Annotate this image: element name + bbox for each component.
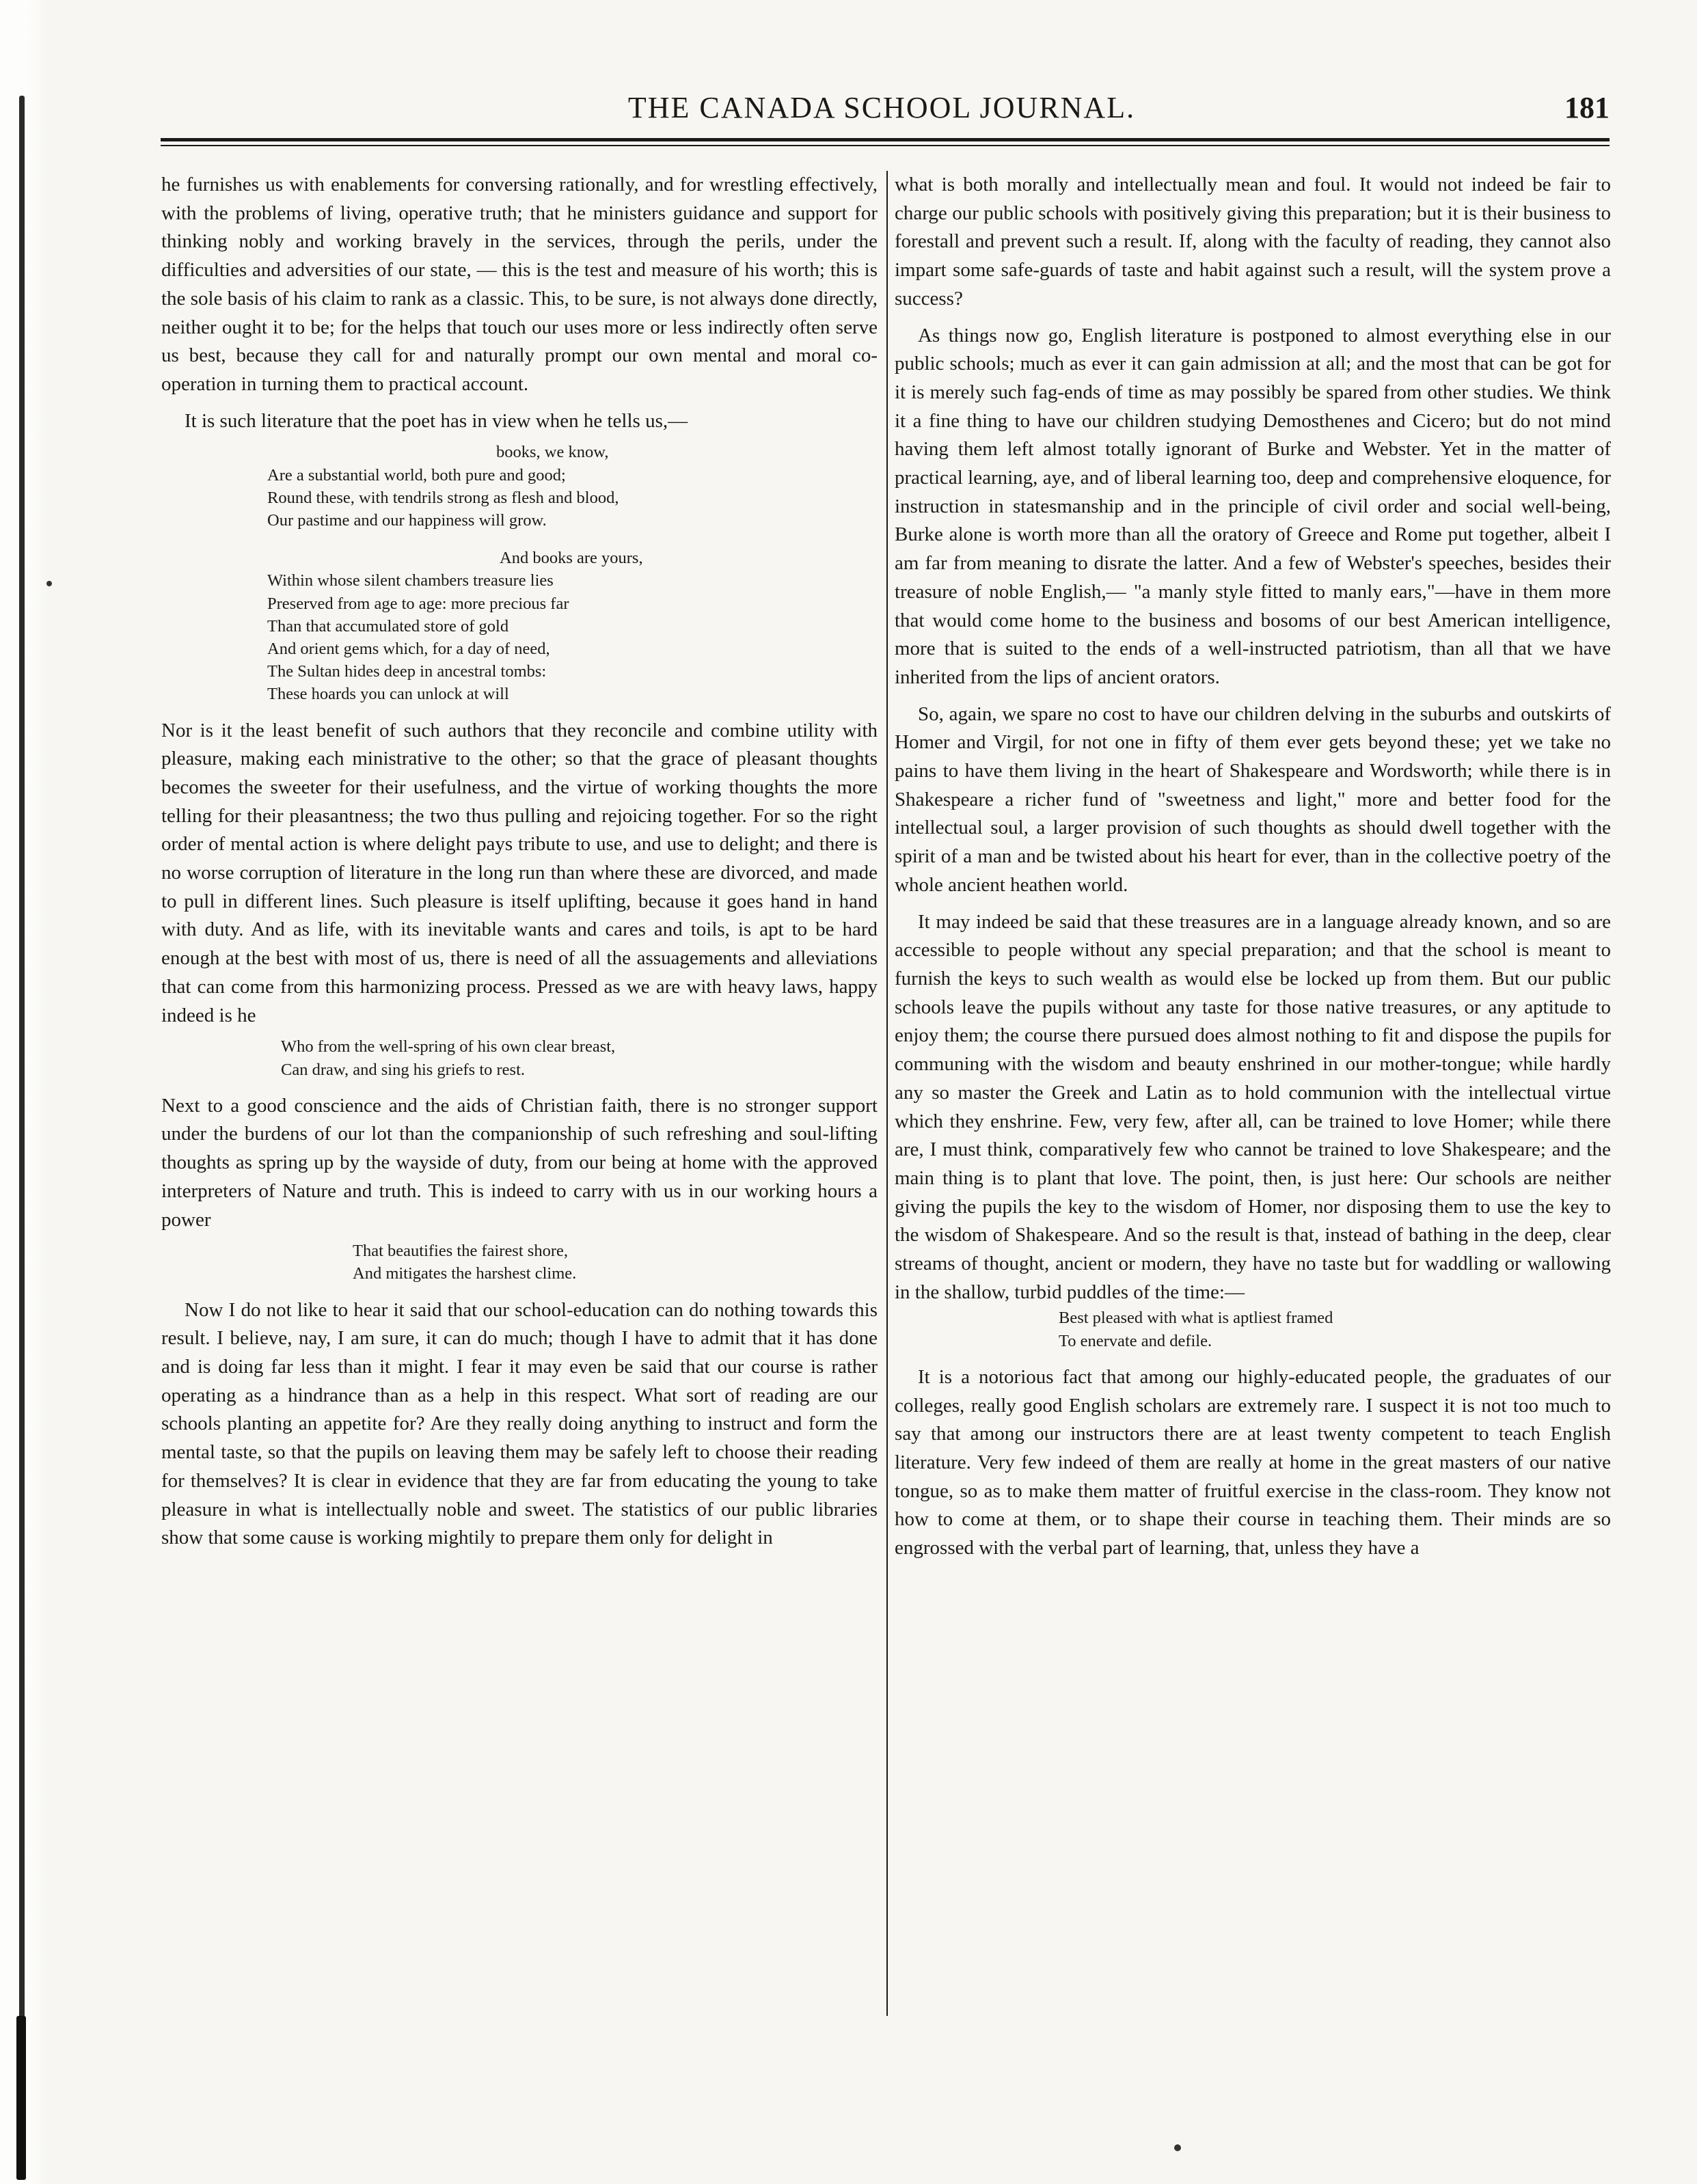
paragraph: what is both morally and intellectually mean and foul. It would not indeed be fair to charge our public schools with positively giving this preparation; but it is their business to forestall and prevent such a result. If, along with the faculty of reading, they cannot also impart some safe-guards of taste and habit against such a result, will the system prove a success?	[895, 174, 1611, 310]
paragraph: Now I do not like to hear it said that our school-education can do nothing towards this result. I believe, nay, I am sure, it can do much; though I have to admit that it has done and is doing far less than it might. I fear it may even be said that our course is rather operating as a hindrance than as a help in this respect. What sort of reading are our schools planting an appetite for? Are they really doing anything to instruct and form the mental taste, so that the pupils on leaving them may be safely left to choose their reading for themselves? It is clear in evidence that they are far from educating the young to take pleasure in what is intellectually noble and sweet. The statistics of our public libraries show that some cause is working mightily to prepare them only for delight in	[161, 1298, 878, 1549]
verse-line: The Sultan hides deep in ancestral tombs:	[267, 662, 547, 681]
verse-line: Preserved from age to age: more precious far	[267, 594, 569, 613]
verse-stanza	[267, 547, 878, 705]
verse-line: Can draw, and sing his griefs to rest.	[281, 1060, 525, 1079]
verse-quotation	[267, 441, 878, 705]
paragraph: It may indeed be said that these treasures are in a language already known, and so are accessible to people without any special preparation; and that the school is meant to furnish the keys to such wealth as would else be locked up from them. But our public schools leave the pupils without any taste for those native treasures, or any aptitude to enjoy them; the course there pursued does almost nothing to fit and dispose the pupils for communing with the wisdom and beauty enshrined in our mother-tongue; while hardly any so master the Greek and Latin as to hold communion with the intellectual virtue which they enshrine. Few, very few, after all, can be trained to love Homer; while there are, I must think, comparatively few who cannot be trained to love Shakespeare; and the main thing is to plant that love. The point, then, is just here: Our schools are neither giving the pupils the key to the wisdom of Homer, nor disposing them to use the key to the wisdom of Shakespeare. And so the result is that, instead of bathing in the deep, clear streams of thought, ancient or modern, they have no taste but for waddling or wallowing in the shallow, turbid puddles of the time:—	[895, 910, 1611, 1303]
header-rule-thick	[161, 138, 1610, 141]
verse-quotation	[353, 1240, 878, 1285]
verse-stanza	[267, 441, 878, 532]
paragraph: It is a notorious fact that among our highly-educated people, the graduates of our colleges, really good English scholars are extremely rare. I suspect it is not too much to say that among our instructors there are at least twenty competent to teach English literature. Very few indeed of them are really at home in the great masters of our native tongue, so as to make them matter of fruitful exercise in the class-room. They know not how to come at them, or to shape their course in teaching them. Their minds are so engrossed with the verbal part of learning, that, unless they have a	[895, 1365, 1611, 1559]
verse-line: Than that accumulated store of gold	[267, 616, 509, 636]
verse-line: Within whose silent chambers treasure lies	[267, 571, 554, 590]
paragraph: It is such literature that the poet has in view when he tells us,—	[185, 409, 688, 432]
verse-line: And mitigates the harshest clime.	[353, 1264, 577, 1283]
verse-line: Best pleased with what is aptliest framed	[1059, 1309, 1333, 1328]
speck-mark	[1174, 2144, 1181, 2151]
paragraph: Nor is it the least benefit of such authors that they reconcile and combine utility with pleasure, making each ministrative to the other; so that the grace of pleasant thoughts becomes the sweeter for their usefulness, and the virtue of working thoughts the more telling for their pleasantness; the two thus pulling and rejoicing together. For so the right order of mental action is where delight pays tribute to use, and use to delight; and there is no worse corruption of literature in the long run than where these are divorced, and made to pull in different lines. Such pleasure is itself uplifting, because it goes hand in hand with duty. And as life, with its inevitable wants and cares and toils, is apt to be hard enough at the best with most of us, there is need of all the assuagements and alleviations that can come from this harmonizing process. Pressed as we are with heavy laws, happy indeed is he	[161, 719, 878, 1026]
verse-line: Are a substantial world, both pure and good;	[267, 465, 566, 484]
verse-line: And orient gems which, for a day of need,	[267, 639, 550, 658]
verse-line: To enervate and defile.	[1059, 1331, 1212, 1350]
speck-mark	[46, 581, 52, 586]
paragraph: As things now go, English literature is postponed to almost everything else in our public schools; much as ever it can gain admission at all; and the most that can be got for it is merely such fag-ends of time as may possibly be spared from other studies. We think it a fine thing to have our children studying Demosthenes and Cicero; but do not mind having them left almost totally ignorant of Burke and Webster. Yet in the matter of practical learning, aye, and of liberal learning too, deep and comprehensive eloquence, for instruction in statesmanship and in the principle of civil order and social well-being, Burke alone is worth more than all the oratory of Greece and Rome put together, albeit I am far from meaning to disrate the latter. And a few of Webster's speeches, besides their treasure of noble English,— "a manly style fitted to manly ears,"—have in them more that would come home to the business and bosoms of our best American intelligence, more that is suited to the ends of a well-instructed patriotism, than all that we have inherited from the lips of ancient orators.	[895, 324, 1611, 688]
paragraph: he furnishes us with enablements for conversing rationally, and for wrestling effectively, with the problems of living, operative truth; that he ministers guidance and support for thinking nobly and working bravely in the services, through the perils, under the difficulties and adversities of our state, — this is the test and measure of his worth; this is the sole basis of his claim to rank as a classic. This, to be sure, is not always done directly, neither ought it to be; for the helps that touch our uses more or less indirectly often serve us best, because they call for and naturally prompt our own mental and moral co-operation in turning them to practical account.	[161, 174, 878, 395]
verse-line: These hoards you can unlock at will	[267, 685, 509, 704]
left-column	[161, 171, 878, 1553]
verse-line: books, we know,	[496, 443, 609, 462]
verse-line: And books are yours,	[500, 549, 643, 568]
paragraph: So, again, we spare no cost to have our children delving in the suburbs and outskirts of Homer and Virgil, for not one in fifty of them ever gets beyond these; yet we take no pains to have them living in the heart of Shakespeare and Wordsworth; while there is in Shakespeare a richer fund of "sweetness and light," more and better food for the intellectual soul, a larger provision of such thoughts as should dwell together with the spirit of a man and be twisted about his heart for ever, than in the collective poetry of the whole ancient heathen world.	[895, 702, 1611, 896]
verse-line: That beautifies the fairest shore,	[353, 1242, 568, 1261]
binding-rule-bottom	[16, 2016, 26, 2180]
page-header	[154, 90, 1610, 131]
running-title: THE CANADA SCHOOL JOURNAL.	[627, 91, 1136, 124]
verse-quotation	[281, 1035, 878, 1080]
verse-quotation	[1059, 1307, 1611, 1352]
page-number: 181	[1564, 91, 1610, 124]
column-divider	[886, 171, 888, 2016]
binding-rule	[19, 96, 25, 2173]
paragraph: Next to a good conscience and the aids of Christian faith, there is no stronger support under the burdens of our lot than the companionship of such refreshing and soul-lifting thoughts as spring up by the wayside of duty, from our being at home with the approved interpreters of Nature and truth. This is indeed to carry with us in our working hours a power	[161, 1094, 878, 1231]
header-rule-thin	[161, 145, 1610, 146]
verse-line: Round these, with tendrils strong as flesh and blood,	[267, 488, 619, 507]
verse-line: Our pastime and our happiness will grow.	[267, 510, 547, 530]
right-column	[895, 171, 1611, 1563]
verse-line: Who from the well-spring of his own clear breast,	[281, 1037, 616, 1056]
